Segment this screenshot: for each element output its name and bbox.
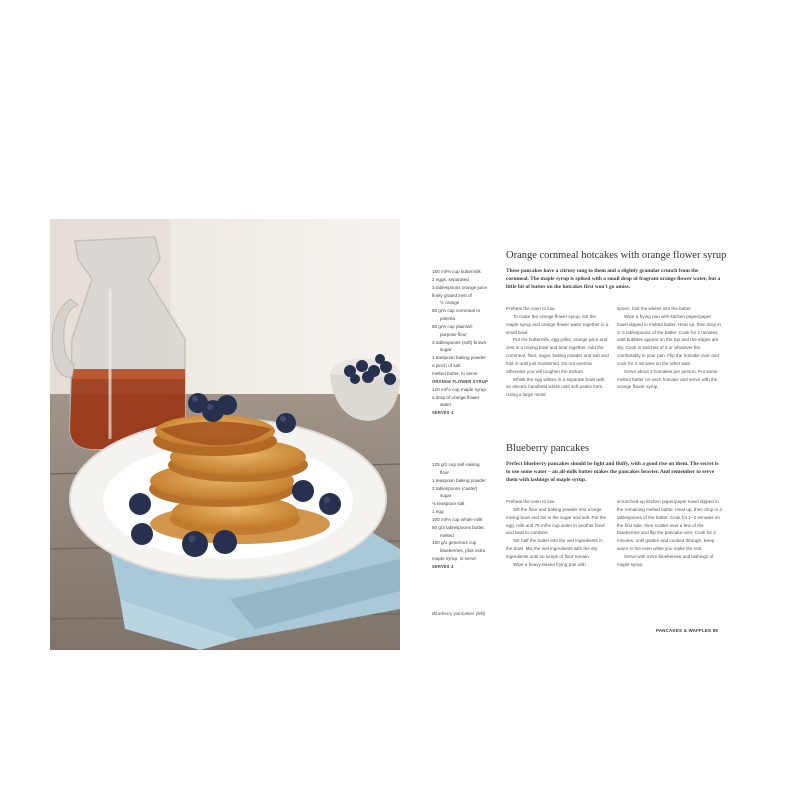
method-paragraph: Preheat the oven to low.: [506, 499, 556, 504]
ingredient-item: 50 g/⅓ cup plain/all-: [432, 323, 474, 329]
ingredient-item: 3 tablespoons orange juice: [432, 284, 487, 290]
ingredient-item: 100 ml/⅓ cup whole milk: [432, 516, 483, 522]
ingredient-item: sugar: [440, 347, 452, 353]
ingredient-subheading: SERVES 4: [432, 410, 454, 416]
ingredients-list-orange-cornmeal: [432, 268, 502, 417]
ingredient-item: 50 g/⅓ cup cornmeal or: [432, 308, 481, 314]
ingredient-item: melted: [440, 532, 454, 538]
ingredient-item: ½ orange: [440, 300, 460, 306]
method-column-2-orange-cornmeal: [617, 305, 723, 391]
method-paragraph: Serve with more blueberries and lashings of maple syrup.: [617, 553, 714, 567]
ingredient-item: 2 eggs, separated: [432, 276, 469, 282]
ingredient-item: maple syrup, to serve: [432, 556, 476, 562]
method-paragraph: Serve about 3 hotcakes per person. Put some melted butter on each hotcake and serve with the orange flower syrup.: [617, 368, 718, 390]
ingredient-item: 1 teaspoon baking powder: [432, 355, 486, 361]
method-paragraph: Preheat the oven to low.: [506, 306, 556, 311]
page-folio: PANCAKES & WAFFLES 89: [656, 628, 719, 633]
ingredient-subheading: ORANGE FLOWER SYRUP: [432, 378, 488, 384]
ingredient-item: melted butter, to serve: [432, 370, 478, 376]
recipe-page: [400, 219, 730, 650]
pancake-photo: [50, 219, 400, 650]
method-paragraph: To make the orange flower syrup, stir the maple syrup and orange flower water together in a small bowl.: [506, 313, 609, 335]
method-paragraph: Wipe a frying pan with kitchen paper/paper towel dipped in melted butter. Heat up, then drop in 2–3 tablespoons of the batter. Cook for 2 minutes, until bubbles appear on the top and the edges are dry. Cook in batches of 3 or whatever fits comfortably in your pan. Flip the hotcake over and cook for 2 minutes on the other side.: [617, 313, 721, 366]
ingredient-item: 3 tablespoons (soft) brown: [432, 339, 487, 345]
method-column-2-blueberry: [617, 498, 723, 569]
ingredient-item: 1 egg: [432, 509, 444, 515]
ingredient-item: 150 ml/⅔ cup buttermilk: [432, 269, 481, 274]
ingredient-item: blueberries, plus extra: [440, 548, 486, 554]
ingredient-item: 150 g/1 generous cup: [432, 540, 477, 546]
ingredient-item: water: [440, 402, 452, 408]
ingredient-subheading: SERVES 4: [432, 563, 454, 569]
recipe-title-orange-cornmeal: Orange cornmeal hotcakes with orange flower syrup: [506, 250, 727, 261]
method-paragraph: Sift the flour and baking powder into a large mixing bowl and stir in the sugar and salt. Put the egg, milk and 75 ml/⅓ cup water in another bowl and beat to combine.: [506, 506, 607, 536]
ingredient-item: 1 teaspoon baking powder: [432, 477, 486, 483]
ingredient-item: flour: [440, 469, 449, 475]
ingredient-item: 120 ml/½ cup maple syrup: [432, 386, 486, 392]
ingredient-item: polenta: [440, 316, 456, 322]
method-paragraph: Whisk the egg whites in a separate bowl with an electric handheld whisk until soft peaks form. Using a large metal: [506, 376, 605, 398]
ingredient-item: purpose flour: [440, 331, 467, 337]
ingredient-item: 50 g/3 tablespoons butter,: [432, 524, 485, 530]
recipe-intro-orange-cornmeal: These pancakes have a citrusy tang to them and a slightly granular crunch from the cornmeal. The maple syrup is spiked with a small drop of fragrant orange flower water, but a little bit of butter on the hotcakes first won't go amiss.: [506, 268, 721, 290]
method-paragraph: Put the buttermilk, egg yolks, orange juice and zest in a mixing bowl and beat together. Add the cornmeal, flour, sugar, baking powder and salt and fold in until just moistened. Do not overmix otherwise you will toughen the texture.: [506, 337, 609, 374]
ingredient-item: sugar: [440, 493, 452, 499]
ingredient-item: a drop of orange flower: [432, 394, 480, 400]
photo-caption: Blueberry pancakes (left): [432, 612, 486, 617]
ingredients-list-blueberry: [432, 461, 502, 571]
method-paragraph: spoon, fold the whites into the batter.: [617, 306, 692, 311]
method-paragraph: Stir half the butter into the wet ingredients in the bowl. Mix the wet ingredients with the dry ingredients until no lumps of flour remain.: [506, 538, 603, 559]
method-paragraph: scrunched-up kitchen paper/paper towel dipped in the remaining melted butter. Heat up, then drop in 4 tablespoons of the batter. Cook for 1–2 minutes on the first side, then scatter over a few of the blueberries and flip the pancake over. Cook for 2 minutes, until golden and cooked through. Keep warm in the oven while you make the rest.: [617, 499, 722, 552]
ingredient-item: finely grated zest of: [432, 292, 472, 298]
ingredient-item: 125 g/1 cup self-raising: [432, 462, 480, 467]
ingredient-item: 2 tablespoons (caster): [432, 485, 478, 491]
method-column-1-orange-cornmeal: [506, 305, 609, 399]
ingredient-item: ⅛ teaspoon salt: [432, 501, 465, 507]
method-paragraph: Wipe a heavy-based frying pan with: [513, 561, 586, 567]
recipe-title-blueberry: Blueberry pancakes: [506, 443, 590, 454]
ingredient-item: a pinch of salt: [432, 363, 461, 369]
recipe-intro-blueberry: Perfect blueberry pancakes should be light and fluffy, with a good rise on them. The secret is to use some water – an all-milk batter makes the pancakes heavier. And remember to serve them with lashings of maple syrup.: [506, 461, 719, 483]
method-column-1-blueberry: [506, 498, 609, 569]
